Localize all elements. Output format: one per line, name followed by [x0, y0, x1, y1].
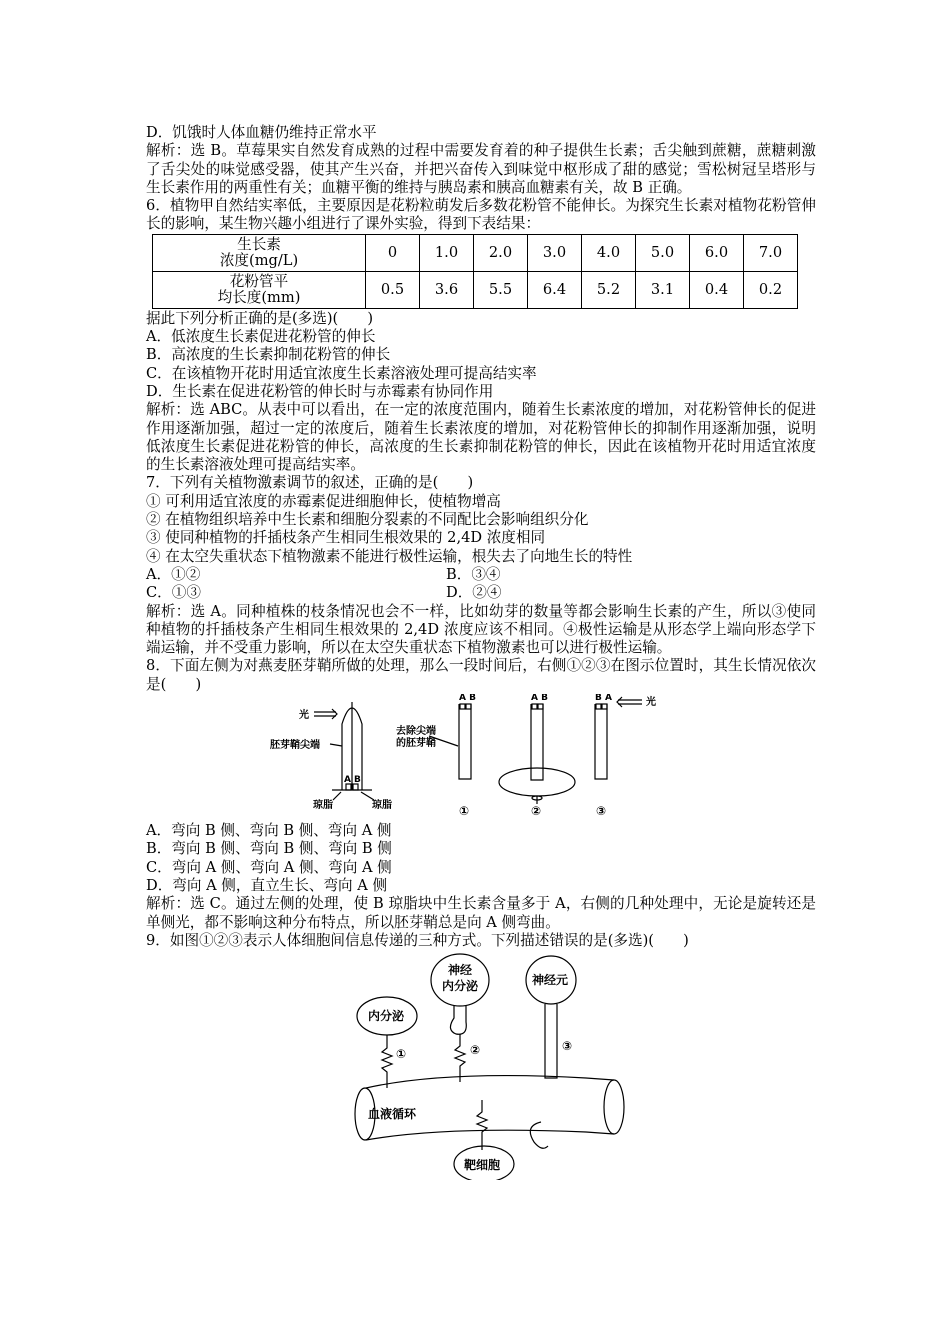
label-agar-right: 琼脂 [372, 800, 392, 812]
q6-option-a: A．低浓度生长素促进花粉管的伸长 [146, 328, 376, 346]
label-removed-a: 去除尖端 [396, 726, 436, 738]
q9-stem: 9．如图①②③表示人体细胞间信息传递的三种方式。下列描述错误的是(多选)( ) [146, 931, 689, 949]
table-cell: 1.0 [420, 234, 474, 271]
q5-analysis: 解析：选 B。草莓果实自然发育成熟的过程中需要发育着的种子提供生长素；舌尖触到蔗糖，蔗糖刺激了舌尖处的味觉感受器，使其产生兴奋，并把兴奋传入到味觉中枢形成了甜的感觉；雪松树冠呈塔形与生长素作用的两重性有关；血糖平衡的维持与胰岛素和胰高血糖素有关，故 B 正确。 [146, 142, 816, 196]
label-agar-left: 琼脂 [313, 800, 333, 812]
table-cell: 5.5 [474, 271, 528, 308]
table-cell: 0.2 [744, 271, 798, 308]
synapse-terminal [530, 1122, 548, 1148]
table-row [153, 234, 798, 271]
coleoptile-3 [595, 704, 607, 779]
q7-option-d: D．②④ [446, 584, 502, 602]
q6-ask: 据此下列分析正确的是(多选)( ) [146, 309, 374, 327]
label-n2: ② [531, 804, 542, 819]
document-page [146, 124, 816, 1180]
label-ab-2: A B [531, 694, 548, 704]
label-removed-b: 的胚芽鞘 [396, 738, 436, 750]
q8-option-b: B．弯向 B 侧、弯向 B 侧、弯向 B 侧 [146, 840, 392, 858]
table-cell: 3.6 [420, 271, 474, 308]
turntable [499, 768, 575, 796]
label-tip: 胚芽鞘尖端 [270, 740, 320, 752]
blood-vessel-bottom [366, 1130, 614, 1140]
signal-path-1 [382, 1035, 392, 1088]
q7-option-b: B．③④ [446, 565, 501, 583]
blood-vessel-top [366, 1076, 614, 1088]
table-cell: 0.5 [366, 271, 420, 308]
table-cell: 4.0 [582, 234, 636, 271]
q5-option-d: D．饥饿时人体血糖仍维持正常水平 [146, 124, 377, 141]
label-neuron: 神经元 [532, 973, 569, 988]
q6-option-c: C．在该植物开花时用适宜浓度生长素溶液处理可提高结实率 [146, 364, 537, 382]
q8-stem: 8．下面左侧为对燕麦胚芽鞘所做的处理，那么一段时间后，右侧①②③在图示位置时，其生长情况依次是( ) [146, 657, 816, 693]
label-light-3: 光 [646, 697, 656, 709]
label-n3: ③ [596, 804, 607, 819]
coleoptile-1 [459, 704, 471, 779]
label-n2: ② [470, 1043, 481, 1058]
q7-stem: 7．下列有关植物激素调节的叙述，正确的是( ) [146, 474, 474, 492]
q7-analysis: 解析：选 A。同种植株的枝条情况也会不一样，比如幼芽的数量等都会影响生长素的产生，所以③使同种植物的扦插枝条产生相同生根效果的 2,4D 浓度应该不相同。④极性运输是从形态学上端向形态学下端运输，并不受重力影响，所以在太空失重状态下植物激素也可以进行极性运输。 [146, 602, 816, 657]
q9-figure [146, 950, 816, 1180]
q6-option-d: D．生长素在促进花粉管的伸长时与赤霉素有协同作用 [146, 382, 494, 400]
signal-to-target [477, 1100, 487, 1150]
neuroendocrine-axon [450, 1006, 466, 1034]
q8-figure [146, 694, 816, 822]
table-cell: 5.0 [636, 234, 690, 271]
table-cell: 3.1 [636, 271, 690, 308]
label-n1: ① [396, 1047, 407, 1062]
label-n3: ③ [562, 1039, 573, 1054]
table-cell: 6.4 [528, 271, 582, 308]
table-row-header: 花粉管平 均长度(mm) [153, 271, 366, 308]
q7-statement-1: ① 可利用适宜浓度的赤霉素促进细胞伸长，使植物增高 [146, 492, 501, 510]
table-row-header: 生长素 浓度(mg/L) [153, 234, 366, 271]
table-cell: 5.2 [582, 271, 636, 308]
label-n1: ① [459, 804, 470, 819]
blood-vessel-end-right [604, 1080, 624, 1134]
label-neuro-b: 内分泌 [442, 979, 479, 994]
q7-options-row-2 [146, 584, 816, 602]
q7-statement-3: ③ 使同种植物的扦插枝条产生相同生根效果的 2,4D 浓度相同 [146, 529, 546, 547]
q7-statement-4: ④ 在太空失重状态下植物激素不能进行极性运输，根失去了向地生长的特性 [146, 547, 633, 565]
table-cell: 7.0 [744, 234, 798, 271]
q7-statement-2: ② 在植物组织培养中生长素和细胞分裂素的不同配比会影响组织分化 [146, 511, 589, 529]
table-cell: 3.0 [528, 234, 582, 271]
q8-option-a: A．弯向 B 侧、弯向 B 侧、弯向 A 侧 [146, 822, 392, 840]
q8-analysis: 解析：选 C。通过左侧的处理，使 B 琼脂块中生长素含量多于 A，右侧的几种处理中，无论是旋转还是单侧光，都不影响这种分布特点，所以胚芽鞘总是向 A 侧弯曲。 [146, 895, 816, 931]
q6-analysis: 解析：选 ABC。从表中可以看出，在一定的浓度范围内，随着生长素浓度的增加，对花粉管伸长的促进作用逐渐加强，超过一定的浓度后，随着生长素浓度的增加，对花粉管伸长的抑制作用逐渐加强，说明低浓度生长素促进花粉管的伸长，高浓度的生长素抑制花粉管的伸长，因此在该植物开花时用适宜浓度的生长素溶液处理可提高结实率。 [146, 401, 816, 474]
q8-option-c: C．弯向 A 侧、弯向 A 侧、弯向 A 侧 [146, 858, 392, 876]
table-cell: 2.0 [474, 234, 528, 271]
label-ab-1: A B [459, 694, 476, 704]
q6-stem: 6．植物甲自然结实率低，主要原因是花粉粒萌发后多数花粉管不能伸长。为探究生长素对植物花粉管伸长的影响，某生物兴趣小组进行了课外实验，得到下表结果： [146, 197, 816, 233]
label-neuro-a: 神经 [448, 963, 473, 978]
table-cell: 0.4 [690, 271, 744, 308]
label-blood: 血液循环 [368, 1107, 417, 1122]
q6-option-b: B．高浓度的生长素抑制花粉管的伸长 [146, 346, 391, 364]
q7-option-a: A．①② [146, 565, 201, 583]
label-a: A [344, 775, 351, 786]
label-ba-3: B A [595, 694, 612, 704]
label-endocrine: 内分泌 [368, 1009, 405, 1024]
q7-option-c: C．①③ [146, 584, 201, 602]
label-b: B [354, 775, 361, 786]
q8-option-d: D．弯向 A 侧，直立生长、弯向 A 侧 [146, 876, 388, 894]
table-cell: 6.0 [690, 234, 744, 271]
label-light: 光 [299, 710, 309, 722]
q7-options-row-1 [146, 566, 816, 584]
table-cell: 0 [366, 234, 420, 271]
neuron-axon [545, 1004, 557, 1078]
label-target: 靶细胞 [464, 1158, 501, 1173]
table-row [153, 271, 798, 308]
q6-data-table [152, 234, 798, 309]
